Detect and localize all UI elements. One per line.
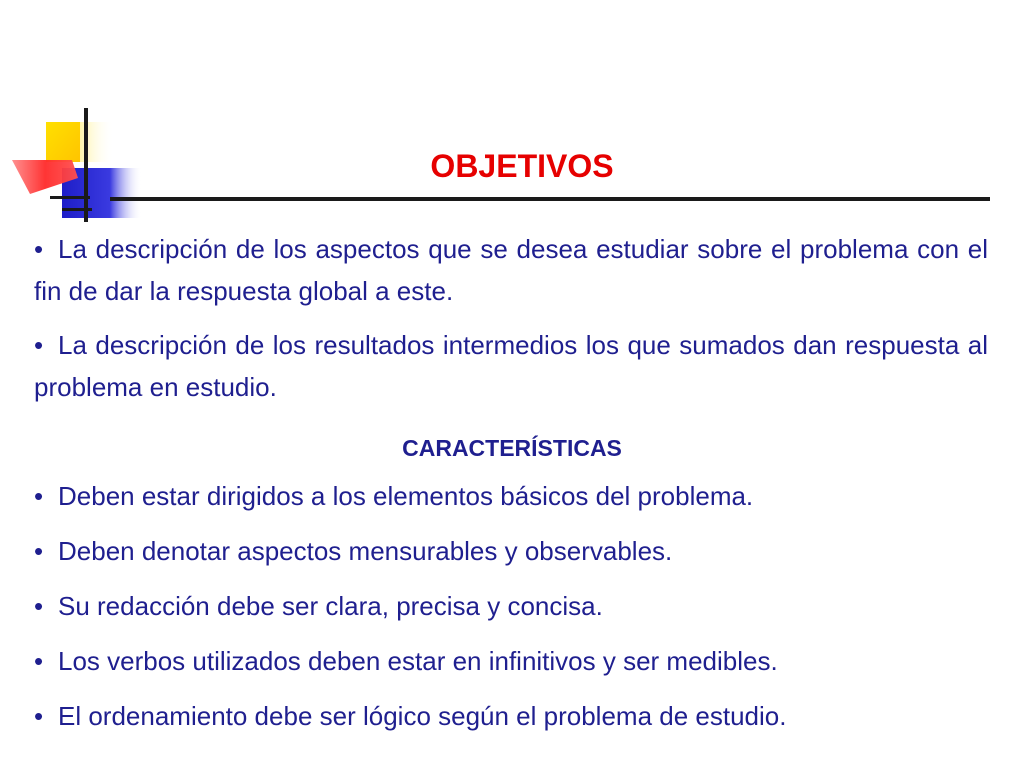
bullet-dot-icon: • [34, 701, 44, 731]
characteristic-text: El ordenamiento debe ser lógico según el problema de estudio. [58, 701, 787, 731]
objective-item [34, 228, 988, 312]
bullet-dot-icon: • [34, 234, 44, 264]
characteristics-heading: CARACTERÍSTICAS [402, 435, 622, 461]
bullet-dot-icon: • [34, 330, 44, 360]
objective-text: La descripción de los resultados intermedios los que sumados dan respuesta al problema en estudio. [34, 330, 988, 402]
bullet-dot-icon: • [34, 591, 44, 621]
characteristic-item [34, 531, 994, 571]
characteristic-item [34, 586, 994, 626]
characteristic-item [34, 696, 994, 736]
bullet-dot-icon: • [34, 536, 44, 566]
slide-title: OBJETIVOS [430, 148, 614, 184]
bullet-dot-icon: • [34, 646, 44, 676]
objective-text: La descripción de los aspectos que se desea estudiar sobre el problema con el fin de dar la respuesta global a este. [34, 234, 988, 306]
characteristic-text: Deben denotar aspectos mensurables y observables. [58, 536, 673, 566]
characteristic-text: Deben estar dirigidos a los elementos básicos del problema. [58, 481, 754, 511]
bullet-dot-icon: • [34, 481, 44, 511]
characteristic-item [34, 641, 994, 681]
characteristic-text: Su redacción debe ser clara, precisa y concisa. [58, 591, 603, 621]
title-underline [110, 197, 990, 201]
characteristic-item [34, 476, 994, 516]
characteristic-text: Los verbos utilizados deben estar en infinitivos y ser medibles. [58, 646, 778, 676]
objective-item [34, 324, 988, 408]
